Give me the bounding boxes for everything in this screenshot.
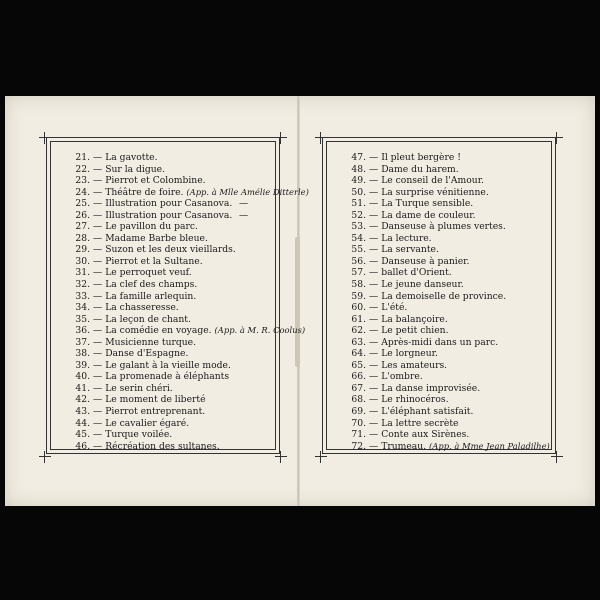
list-item [66,198,276,210]
item-number: 71. [351,429,366,441]
item-number: 57. [351,267,366,279]
item-title: La famille arlequin. [105,290,197,302]
item-title: Théâtre de foire. [105,186,184,198]
item-dash: — [369,394,379,406]
item-number: 53. [351,221,366,233]
list-item [66,186,309,199]
corner-ornament [41,451,49,459]
item-title: Danseuse à panier. [381,255,470,267]
list-item [342,314,552,326]
item-title: Pierrot et Colombine. [105,175,206,187]
item-title: Le conseil de l'Amour. [381,175,484,187]
item-title: Illustration pour Casanova. [105,198,233,210]
item-dash: — [93,175,103,187]
item-dash: — [369,359,379,371]
fold-binding [295,237,300,367]
item-dash: — [369,429,379,441]
item-dash: — [369,232,379,244]
item-title: Suzon et les deux vieillards. [105,244,236,256]
item-number: 32. [75,279,90,291]
item-number: 24. [75,186,90,198]
item-number: 43. [75,406,90,418]
item-number: 52. [351,209,366,221]
item-title: Danseuse à plumes vertes. [381,221,506,233]
item-dash: — [369,417,379,429]
item-dash: — [93,255,103,267]
corner-ornament [553,451,561,459]
list-item [66,314,276,326]
item-number: 61. [351,313,366,325]
item-title: La lettre secrète [381,417,459,429]
item-title: La promenade à éléphants [105,371,230,383]
item-title: Le serin chéri. [105,382,173,394]
item-title: Le jeune danseur. [381,279,464,291]
item-dash: — [369,244,379,256]
item-title: La surprise vénitienne. [381,186,489,198]
item-title: Pierrot et la Sultane. [105,255,203,267]
item-number: 55. [351,244,366,256]
item-dash: — [369,163,379,175]
item-dash: — [369,313,379,325]
list-item [342,279,552,291]
item-number: 45. [75,429,90,441]
item-title: Le rhinocéros. [381,394,449,406]
corner-ornament [277,132,285,140]
item-dash: — [93,348,103,360]
item-dash: — [369,406,379,418]
corner-ornament [41,132,49,140]
list-item [342,429,552,441]
item-dash: — [93,394,103,406]
ownership-note: (App. à Mme Jean Paladilhe) [429,440,550,451]
list-item [66,279,276,291]
item-title: Les amateurs. [381,359,448,371]
corner-ornament [317,132,325,140]
item-dash: — [93,429,103,441]
item-dash: — [93,325,103,337]
item-title: L'ombre. [381,371,423,383]
item-title: Madame Barbe bleue. [105,232,208,244]
corner-ornament [277,451,285,459]
item-title: ballet d'Orient. [381,267,452,279]
list-item [66,175,276,187]
list-item [342,394,552,406]
item-title: Le cavalier égaré. [105,417,190,429]
item-title: L'éléphant satisfait. [381,406,474,418]
item-number: 34. [75,302,90,314]
item-number: 40. [75,371,90,383]
item-title: La leçon de chant. [105,313,191,325]
right-page-list [342,152,552,452]
item-number: 35. [75,313,90,325]
item-dash: — [93,221,103,233]
item-number: 33. [75,290,90,302]
item-dash: — [93,209,103,221]
list-item [342,210,552,222]
corner-ornament [317,451,325,459]
item-dash: — [369,336,379,348]
item-dash: — [369,348,379,360]
list-item [66,394,276,406]
list-item [342,371,552,383]
list-item [66,418,276,430]
item-title: Le petit chien. [381,325,449,337]
item-dash: — [369,325,379,337]
item-number: 44. [75,417,90,429]
list-item [66,383,276,395]
item-number: 25. [75,198,90,210]
list-item [66,210,276,222]
list-item [66,371,276,383]
item-dash: — [93,290,103,302]
list-item [342,152,552,164]
list-item [342,406,552,418]
ditto-mark: — [239,198,249,210]
list-item [342,348,552,360]
list-item [66,233,276,245]
list-item [66,325,306,337]
item-number: 28. [75,232,90,244]
item-title: Le pavillon du parc. [105,221,198,233]
item-title: Pierrot entreprenant. [105,406,206,418]
list-item [342,383,552,395]
item-title: Le perroquet veuf. [105,267,192,279]
list-item [342,418,552,430]
item-number: 37. [75,336,90,348]
item-number: 62. [351,325,366,337]
item-title: Le lorgneur. [381,348,438,360]
item-title: La Turque sensible. [381,198,474,210]
item-title: L'été. [381,302,408,314]
corner-ornament [553,132,561,140]
item-dash: — [93,336,103,348]
list-item [66,221,276,233]
item-title: Le moment de liberté [105,394,206,406]
item-number: 49. [351,175,366,187]
item-dash: — [369,221,379,233]
item-dash: — [369,440,379,452]
item-dash: — [369,175,379,187]
item-number: 22. [75,163,90,175]
list-item [66,348,276,360]
ownership-note: (App. à M. R. Coolus) [214,325,306,336]
item-dash: — [369,186,379,198]
item-number: 38. [75,348,90,360]
item-number: 39. [75,359,90,371]
item-number: 42. [75,394,90,406]
item-dash: — [369,382,379,394]
item-number: 31. [75,267,90,279]
list-item [342,244,552,256]
list-item [342,256,552,268]
left-page-list [66,152,309,452]
list-item [342,325,552,337]
item-title: Trumeau. [381,440,427,452]
item-dash: — [93,417,103,429]
item-title: La danse improvisée. [381,382,481,394]
item-dash: — [93,267,103,279]
item-number: 30. [75,255,90,267]
item-number: 66. [351,371,366,383]
item-number: 54. [351,232,366,244]
item-title: La lecture. [381,232,432,244]
item-title: Sur la digue. [105,163,166,175]
list-item [66,406,276,418]
item-dash: — [93,302,103,314]
ownership-note: (App. à Mlle Amélie Ditterle) [186,186,309,197]
item-dash: — [369,267,379,279]
item-dash: — [369,290,379,302]
item-title: Turque voilée. [105,429,173,441]
item-title: Après-midi dans un parc. [381,336,499,348]
item-dash: — [93,382,103,394]
list-item [342,221,552,233]
list-item [66,244,276,256]
list-item [342,302,552,314]
item-title: Musicienne turque. [105,336,197,348]
item-number: 26. [75,209,90,221]
list-item [66,429,276,441]
item-title: Conte aux Sirènes. [381,429,470,441]
item-title: La clef des champs. [105,279,198,291]
item-number: 46. [75,440,90,452]
list-item [342,164,552,176]
item-dash: — [93,152,103,163]
list-item [342,441,552,453]
item-number: 50. [351,186,366,198]
item-number: 70. [351,417,366,429]
item-number: 21. [75,152,90,163]
list-item [66,291,276,303]
list-item [342,267,552,279]
item-dash: — [369,209,379,221]
ditto-mark: — [239,209,249,221]
item-dash: — [93,406,103,418]
list-item [66,441,276,453]
item-number: 51. [351,198,366,210]
item-dash: — [369,255,379,267]
item-dash: — [93,163,103,175]
item-number: 23. [75,175,90,187]
list-item [342,360,552,372]
item-number: 56. [351,255,366,267]
list-item [66,152,276,164]
item-number: 48. [351,163,366,175]
list-item [66,360,276,372]
item-number: 68. [351,394,366,406]
item-number: 59. [351,290,366,302]
item-title: La servante. [381,244,439,256]
item-dash: — [369,302,379,314]
item-number: 47. [351,152,366,163]
list-item [66,267,276,279]
item-title: La comédie en voyage. [105,325,212,337]
item-title: Le galant à la vieille mode. [105,359,231,371]
list-item [342,198,552,210]
item-dash: — [93,359,103,371]
item-dash: — [93,232,103,244]
list-item [342,187,552,199]
item-title: Dame du harem. [381,163,459,175]
item-dash: — [369,198,379,210]
item-number: 36. [75,325,90,337]
list-item [342,291,552,303]
item-title: Il pleut bergère ! [381,152,461,163]
item-title: Récréation des sultanes. [105,440,220,452]
item-dash: — [93,244,103,256]
item-title: La balançoire. [381,313,448,325]
item-number: 63. [351,336,366,348]
item-title: La chasseresse. [105,302,179,314]
item-number: 64. [351,348,366,360]
item-dash: — [369,371,379,383]
item-title: Illustration pour Casanova. [105,209,233,221]
item-number: 67. [351,382,366,394]
item-dash: — [93,440,103,452]
list-item [66,337,276,349]
item-number: 72. [351,440,366,452]
item-title: Danse d'Espagne. [105,348,189,360]
item-number: 65. [351,359,366,371]
item-dash: — [93,198,103,210]
item-dash: — [369,152,379,163]
list-item [66,302,276,314]
list-item [342,233,552,245]
item-title: La dame de couleur. [381,209,476,221]
item-number: 60. [351,302,366,314]
item-number: 69. [351,406,366,418]
item-number: 27. [75,221,90,233]
item-title: La gavotte. [105,152,158,163]
list-item [342,337,552,349]
list-item [66,256,276,268]
item-title: La demoiselle de province. [381,290,507,302]
list-item [66,164,276,176]
item-dash: — [93,279,103,291]
item-dash: — [93,371,103,383]
item-number: 29. [75,244,90,256]
item-dash: — [93,313,103,325]
item-number: 41. [75,382,90,394]
list-item [342,175,552,187]
item-number: 58. [351,279,366,291]
item-dash: — [369,279,379,291]
item-dash: — [93,186,103,198]
